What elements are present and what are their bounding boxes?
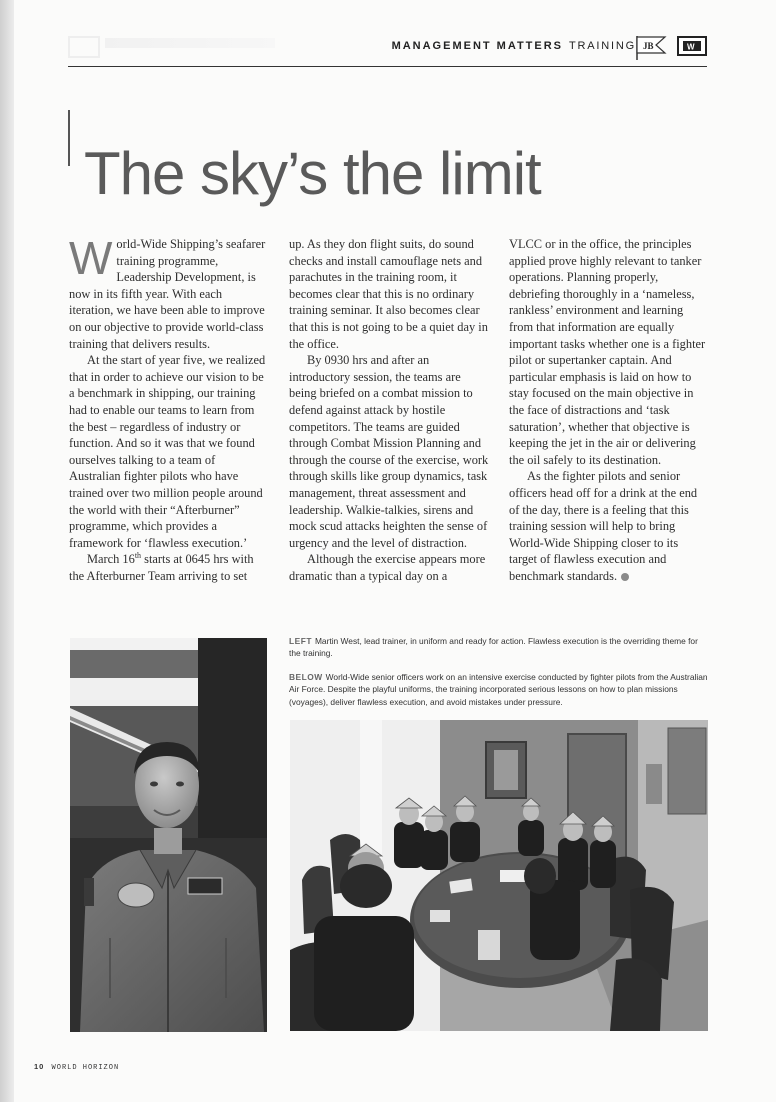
- flag-logo-icon: [634, 34, 668, 60]
- page-number: 10: [34, 1062, 45, 1071]
- article-column-2: [289, 236, 489, 584]
- pilot-portrait-photo: [70, 638, 267, 1032]
- header-divider: [68, 66, 707, 67]
- paragraph: VLCC or in the office, the principles applied prove highly relevant to tanker operations. Planning properly, debriefing thoroughly in a ‘nameless, rankless’ environment and learning from that information are equally important tasks whether one is a fighter pilot or supertanker captain. And particular emphasis is laid on how to stay focused on the main objective in the face of distractions and ‘task saturation’, whether that objective is keeping the jet in the air or delivering the oil safely to its destination.: [509, 237, 706, 467]
- running-header: [392, 40, 636, 52]
- caption-tag: BELOW: [289, 672, 323, 682]
- article-column-1: [69, 232, 269, 584]
- faint-header-text: [105, 38, 275, 48]
- end-of-article-dot-icon: [621, 573, 629, 581]
- training-meeting-photo: [290, 720, 708, 1031]
- header-subsection: TRAINING: [569, 40, 636, 52]
- paragraph: By 0930 hrs and after an introductory session, the teams are being briefed on a combat mission to defend against attack by hostile competitors. The teams are guided through Combat Mission Planning and through the course of the exercise, work through skills like group dynamics, task management, threat assessment and leadership. Walkie-talkies, sirens and mock scud attacks heighten the sense of urgency and the level of distraction.: [289, 353, 489, 550]
- page-footer: [34, 1062, 119, 1072]
- caption-left: [289, 635, 709, 660]
- caption-below: [289, 671, 709, 708]
- publication-name: WORLD HORIZON: [51, 1064, 120, 1072]
- flag-logo-letters: JB: [643, 41, 654, 51]
- page-edge-shadow: [0, 0, 14, 1102]
- ww-logo-icon: [677, 36, 707, 56]
- caption-tag: LEFT: [289, 636, 312, 646]
- paragraph: As the fighter pilots and senior officers head off for a drink at the end of the day, there is a feeling that this training session will help to bring World-Wide Shipping closer to its target of flawless execution and benchmark standards.: [509, 469, 698, 583]
- article-column-3: [509, 236, 709, 584]
- paragraph: up. As they don flight suits, do sound checks and install camouflage nets and parachutes in the training room, it becomes clear that this is no ordinary training seminar. It also becomes clear that this is not going to be a quiet day in the office.: [289, 237, 488, 351]
- title-accent-bar: [68, 110, 70, 166]
- caption-text: World-Wide senior officers work on an intensive exercise conducted by fighter pilots from the Australian Air Force. Despite the playful uniforms, the training incorporated serious lessons on how to plan missions (voyages), deliver flawless execution, and avoid mistakes under pressure.: [289, 672, 708, 707]
- paragraph: World-Wide Shipping’s seafarer training programme, Leadership Development, is now in its fifth year. With each iteration, we have been able to improve on our objective to provide world-class training that delivers results.: [69, 232, 266, 351]
- article-title: The sky’s the limit: [84, 140, 541, 208]
- header-section: MANAGEMENT MATTERS: [391, 40, 564, 52]
- paragraph: Although the exercise appears more dramatic than a typical day on a: [289, 552, 486, 583]
- caption-text: Martin West, lead trainer, in uniform and ready for action. Flawless execution is the overriding theme for the training.: [289, 636, 698, 659]
- faint-header-logo: [68, 36, 100, 58]
- paragraph: At the start of year five, we realized that in order to achieve our vision to be a benchmark in shipping, our training had to enable our teams to learn from the best – regardless of industry or function. And so it was that we found ourselves talking to a team of Australian fighter pilots who have trained over two million people around the world with their “Afterburner” programme, which provides a framework for ‘flawless execution.’: [69, 353, 266, 550]
- paragraph: March 16th starts at 0645 hrs with the Afterburner Team arriving to set: [69, 551, 254, 583]
- drop-cap: W: [69, 232, 113, 284]
- ww-logo-letters: W: [687, 42, 695, 52]
